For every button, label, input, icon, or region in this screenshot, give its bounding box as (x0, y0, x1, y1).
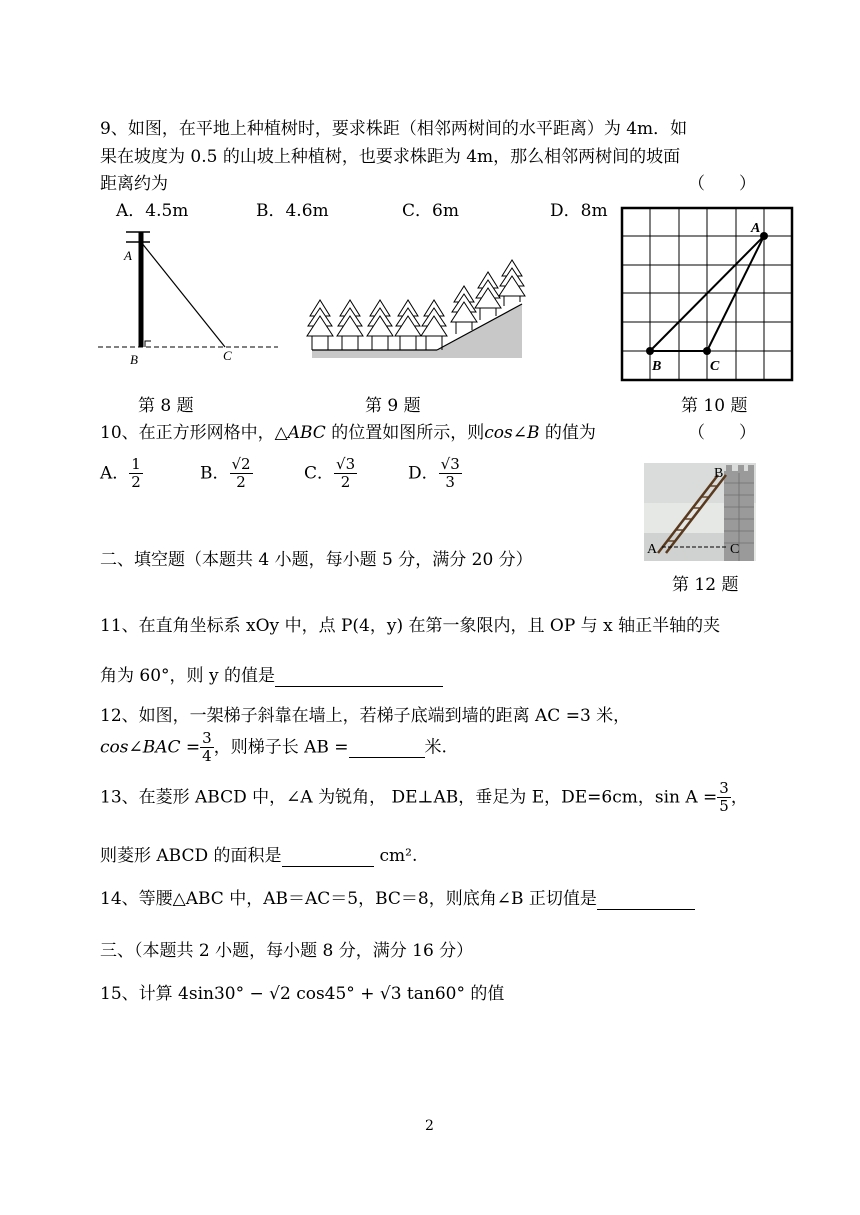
fig12-label-c: C (730, 542, 740, 557)
fig9-caption: 第 9 题 (365, 396, 421, 416)
q14-answer-blank[interactable] (597, 889, 695, 910)
fig8-caption: 第 8 题 (138, 396, 194, 416)
q9-option-d: D．8m (550, 201, 608, 221)
fig10-label-b: B (652, 359, 662, 374)
q10-answer-paren: （ ） (688, 423, 756, 443)
q14-line: 14、等腰△ABC 中，AB＝AC＝5，BC＝8，则底角∠B 正切值是 (100, 889, 695, 910)
q11-answer-blank[interactable] (275, 666, 443, 687)
figure-12 (644, 463, 756, 561)
fig10-label-c: C (710, 359, 720, 374)
fig10-label-a: A (751, 221, 761, 236)
q13-answer-blank[interactable] (282, 846, 374, 867)
figure-9 (304, 258, 528, 364)
q10-option-a: A． $\frac{1}{2}$ (100, 455, 141, 492)
q12-answer-blank[interactable] (349, 737, 425, 758)
q10-option-d: D． $\frac{√3}{3}$ (408, 455, 460, 492)
q11-line2: 角为 60°，则 y 的值是 (100, 666, 443, 687)
q15-line: 15、计算 4sin30° − √2 cos45° + √3 tan60° 的值 (100, 984, 505, 1004)
q13-line1: 13、在菱形 ABCD 中，∠A 为锐角， DE⊥AB，垂足为 E，DE=6cm，sin A = $\frac{3}{5}$ ， (100, 779, 748, 816)
fig8-label-c: C (223, 348, 232, 363)
q9-option-b: B．4.6m (256, 201, 329, 221)
q13-line2: 则菱形 ABCD 的面积是 cm². (100, 846, 418, 866)
fig10-caption: 第 10 题 (681, 396, 748, 416)
section2-heading: 二、填空题（本题共 4 小题，每小题 5 分，满分 20 分） (100, 550, 533, 570)
q9-line1: 9、如图，在平地上种植树时，要求株距（相邻两树间的水平距离）为 4m．如 (100, 119, 688, 139)
q11-line1: 11、在直角坐标系 xOy 中，点 P(4，y) 在第一象限内，且 OP 与 x 轴正半轴的夹 (100, 616, 721, 636)
q9-option-a: A．4.5m (116, 201, 189, 221)
figure-8 (96, 226, 280, 368)
fig12-caption: 第 12 题 (672, 575, 739, 595)
fig12-label-a: A (647, 542, 658, 557)
section3-heading: 三、（本题共 2 小题，每小题 8 分，满分 16 分） (100, 941, 474, 961)
q12-line2: cos∠BAC = $\frac{3}{4}$ ，则梯子长 AB = 米. (100, 729, 447, 766)
q9-line2: 果在坡度为 0.5 的山坡上种植树，也要求株距为 4m，那么相邻两树间的坡面 (100, 147, 681, 167)
fig8-label-a: A (124, 248, 132, 263)
page-number: 2 (425, 1118, 434, 1134)
q10-stem: 10、在正方形网格中，△ABC 的位置如图所示，则cos∠B 的值为 (100, 423, 596, 443)
q9-answer-paren: （ ） (688, 174, 756, 194)
figure-10 (620, 206, 794, 382)
q12-line1: 12、如图，一架梯子斜靠在墙上，若梯子底端到墙的距离 AC =3 米， (100, 706, 631, 726)
fig8-label-b: B (130, 352, 138, 367)
q9-line3: 距离约为 (100, 174, 168, 194)
q10-option-c: C． $\frac{√3}{2}$ (304, 455, 356, 492)
q10-option-b: B． $\frac{√2}{2}$ (200, 455, 251, 492)
q9-option-c: C．6m (402, 201, 459, 221)
fig12-label-b: B (714, 466, 724, 481)
